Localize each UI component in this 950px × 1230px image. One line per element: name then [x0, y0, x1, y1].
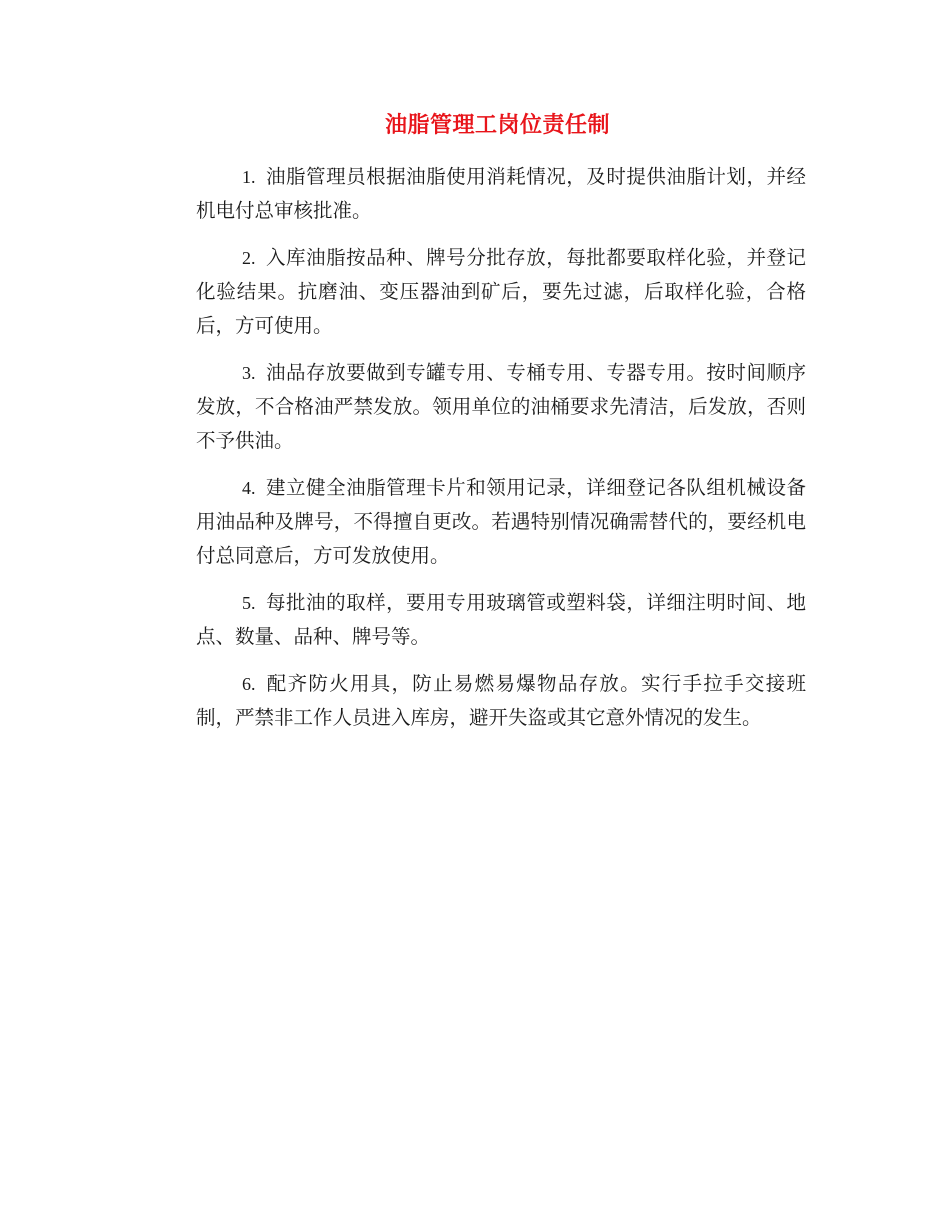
item-text: 建立健全油脂管理卡片和领用记录，详细登记各队组机械设备用油品种及牌号，不得擅自更改。若遇特别情况确需替代的，要经机电付总同意后，方可发放使用。 — [196, 476, 806, 567]
item-text: 油脂管理员根据油脂使用消耗情况，及时提供油脂计划，并经机电付总审核批准。 — [196, 165, 806, 222]
item-text: 配齐防火用具，防止易燃易爆物品存放。实行手拉手交接班制，严禁非工作人员进入库房，避开失盗或其它意外情况的发生。 — [196, 672, 806, 729]
list-item — [196, 160, 806, 228]
list-item — [196, 586, 806, 654]
item-number: 5. — [242, 593, 256, 613]
list-item — [196, 471, 806, 573]
list-item — [196, 667, 806, 735]
item-text: 每批油的取样，要用专用玻璃管或塑料袋，详细注明时间、地点、数量、品种、牌号等。 — [196, 591, 806, 648]
item-text: 入库油脂按品种、牌号分批存放，每批都要取样化验，并登记化验结果。抗磨油、变压器油到矿后，要先过滤，后取样化验，合格后，方可使用。 — [196, 246, 806, 337]
item-number: 4. — [242, 478, 256, 498]
item-text: 油品存放要做到专罐专用、专桶专用、专器专用。按时间顺序发放，不合格油严禁发放。领用单位的油桶要求先清洁，后发放，否则不予供油。 — [196, 361, 806, 452]
list-item — [196, 356, 806, 458]
item-number: 3. — [242, 363, 256, 383]
item-number: 1. — [242, 167, 256, 187]
item-number: 2. — [242, 248, 256, 268]
document-title: 油脂管理工岗位责任制 — [384, 112, 610, 138]
document-body — [196, 160, 806, 748]
item-number: 6. — [242, 674, 256, 694]
list-item — [196, 241, 806, 343]
